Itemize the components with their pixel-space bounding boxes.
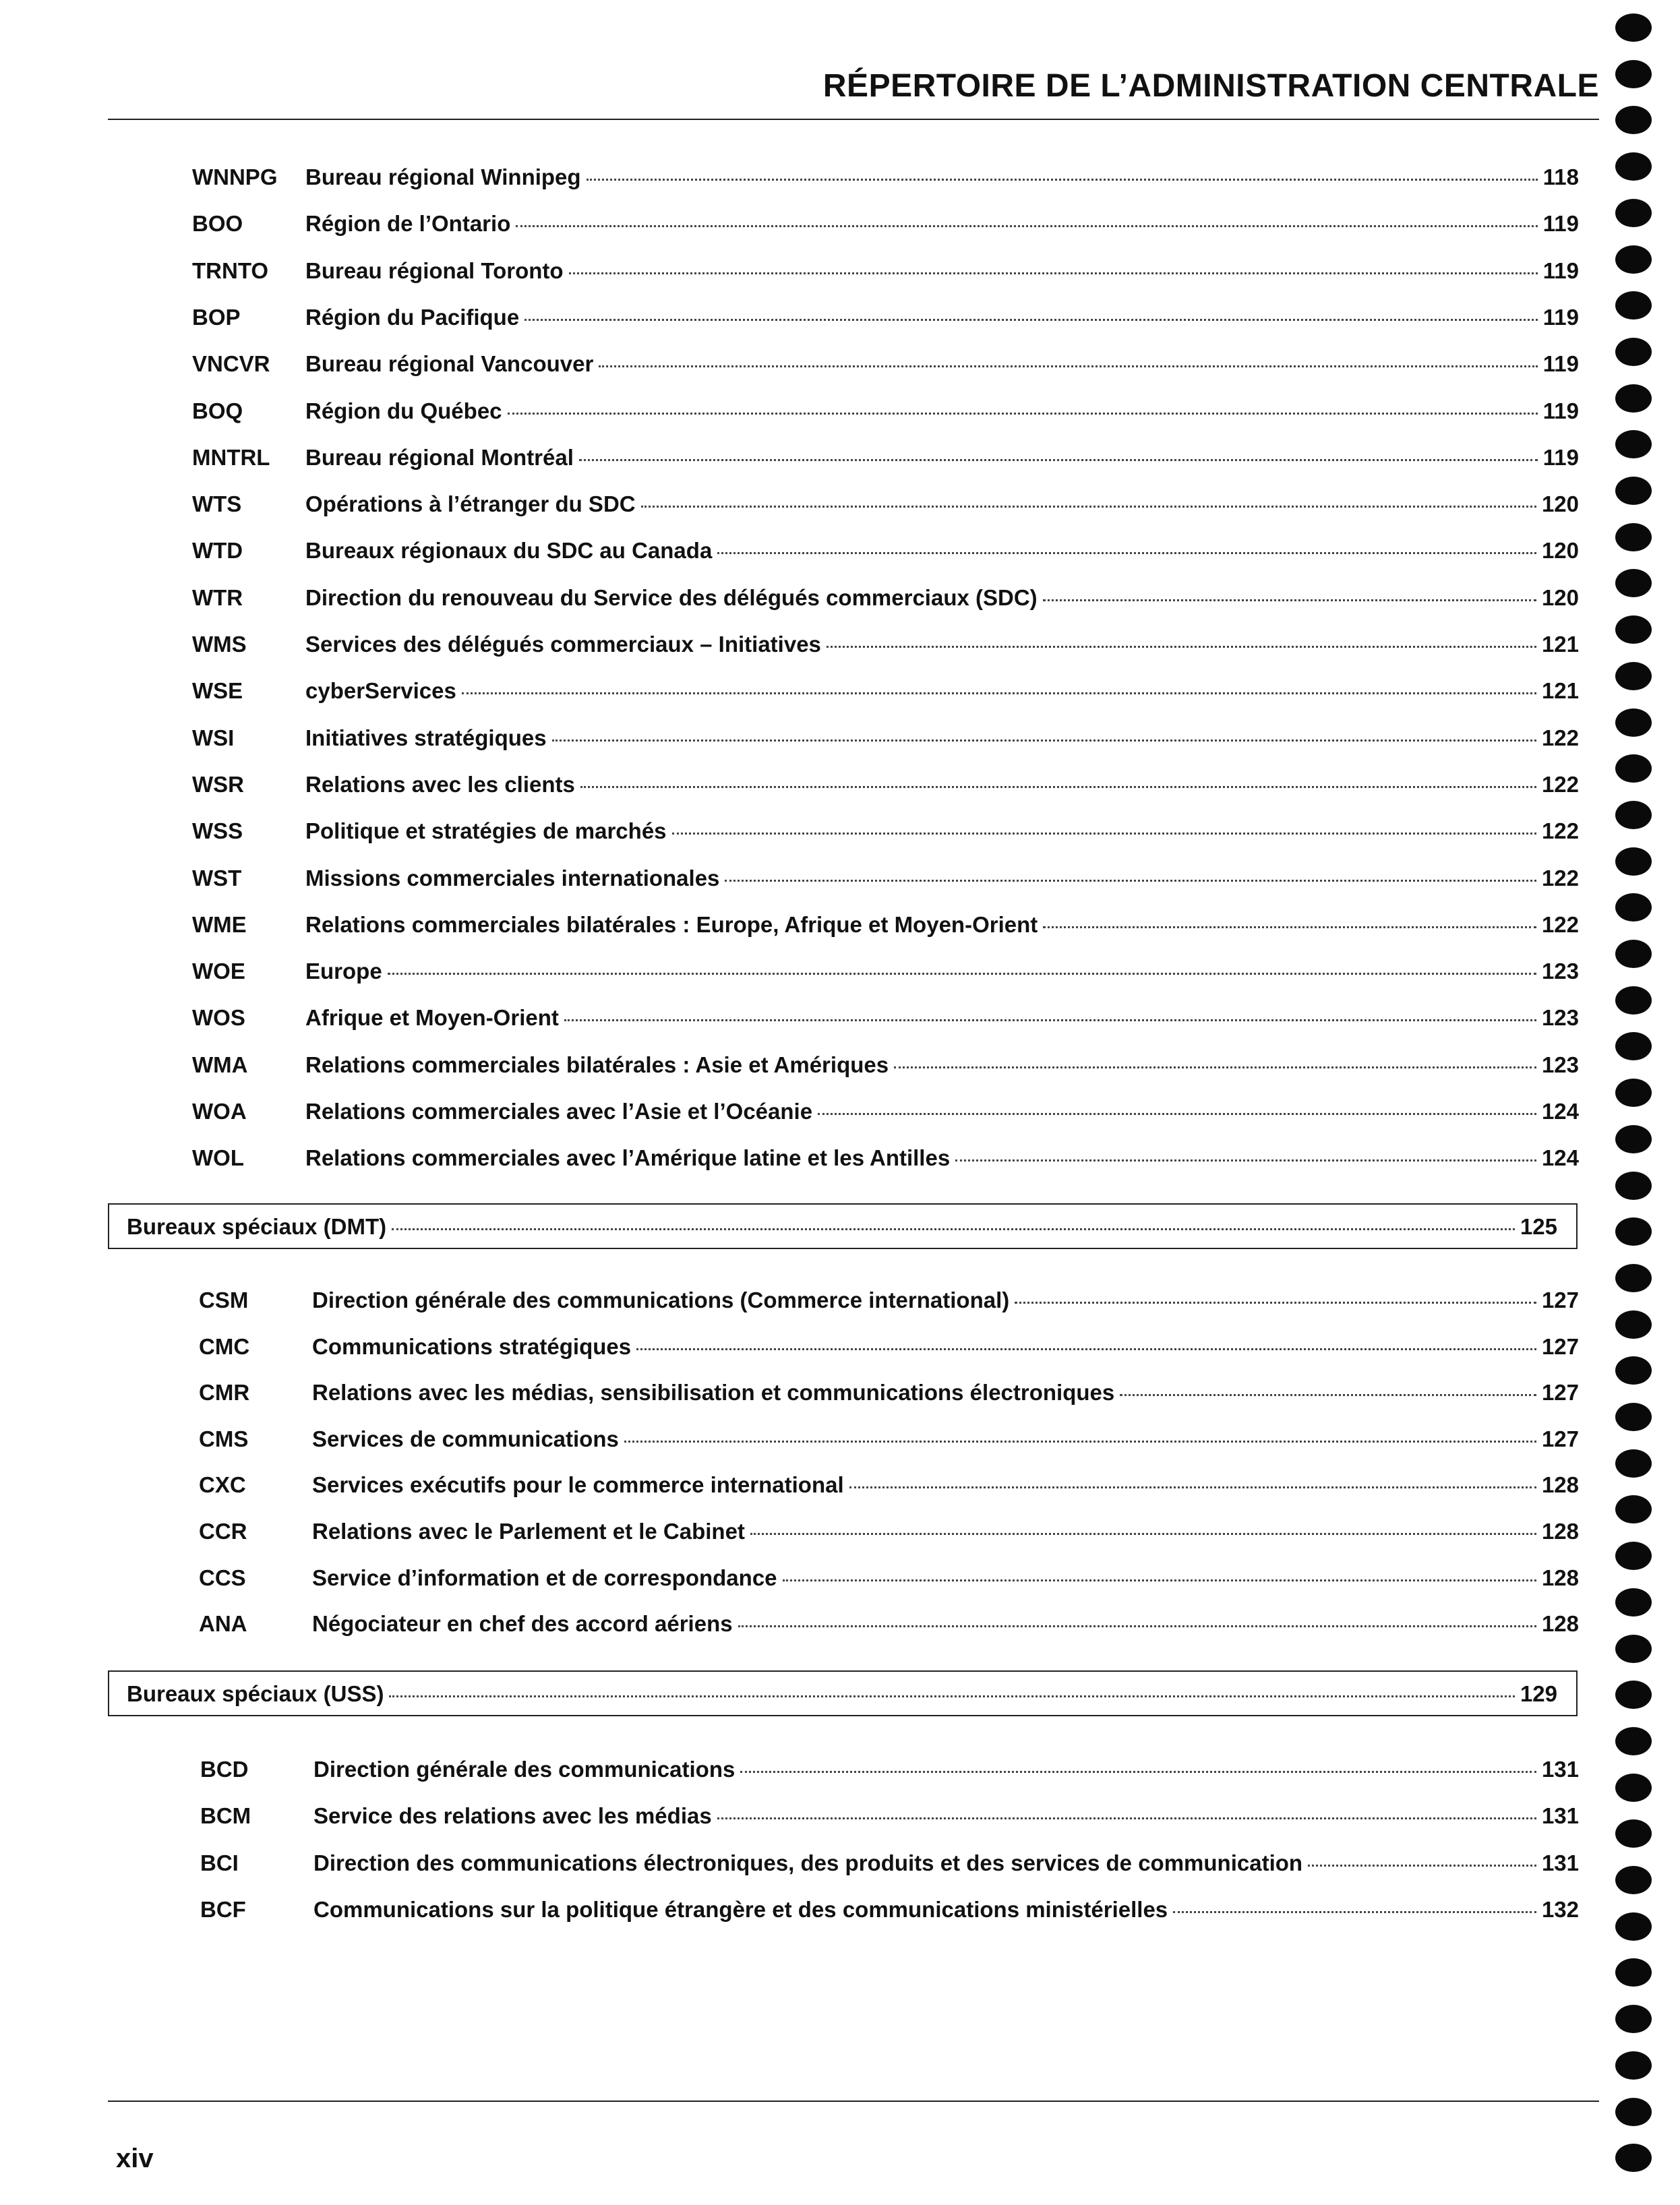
entry-title: Services de communications xyxy=(312,1426,619,1451)
entry-title-wrap xyxy=(305,866,1579,891)
entry-page-number: 123 xyxy=(1541,1005,1579,1031)
entry-title: Relations avec les clients xyxy=(305,771,575,797)
binder-hole xyxy=(1615,1958,1652,1987)
binder-hole xyxy=(1615,106,1652,134)
toc-entry xyxy=(0,1000,1680,1037)
dot-leader xyxy=(564,1019,1536,1021)
entry-page-number: 124 xyxy=(1541,1099,1579,1124)
entry-title: Relations commerciales bilatérales : Europe, Afrique et Moyen-Orient xyxy=(305,911,1038,937)
section-dmt-page: 125 xyxy=(1520,1214,1557,1239)
entry-code: WNNPG xyxy=(192,164,278,189)
entry-page-number: 128 xyxy=(1541,1565,1579,1590)
entry-page-number: 122 xyxy=(1541,818,1579,844)
entry-title-wrap xyxy=(313,1850,1579,1876)
binder-hole xyxy=(1615,1403,1652,1431)
entry-code: CXC xyxy=(199,1472,246,1498)
entry-title-wrap xyxy=(313,1757,1579,1782)
entry-code: CCS xyxy=(199,1565,246,1590)
toc-entry xyxy=(0,253,1680,291)
entry-code: VNCVR xyxy=(192,351,270,377)
entry-page-number: 132 xyxy=(1541,1896,1579,1922)
entry-title-wrap xyxy=(305,912,1579,938)
binder-hole xyxy=(1615,1635,1652,1663)
entry-title: Direction du renouveau du Service des délégués commerciaux (SDC) xyxy=(305,584,1038,610)
toc-entry xyxy=(0,907,1680,944)
binder-hole xyxy=(1615,291,1652,320)
entry-code: BCM xyxy=(200,1803,251,1829)
binder-hole xyxy=(1615,1727,1652,1755)
page-header-title: RÉPERTOIRE DE L’ADMINISTRATION CENTRALE xyxy=(822,68,1599,104)
entry-code: ANA xyxy=(199,1611,247,1637)
entry-page-number: 119 xyxy=(1542,351,1579,377)
entry-page-number: 118 xyxy=(1542,164,1579,189)
entry-code: WTS xyxy=(192,491,242,517)
toc-entry xyxy=(0,346,1680,384)
entry-page-number: 123 xyxy=(1541,959,1579,984)
entry-title: Service des relations avec les médias xyxy=(313,1803,712,1829)
toc-entry xyxy=(0,813,1680,851)
binder-hole xyxy=(1615,2051,1652,2080)
entry-code: WST xyxy=(192,865,242,890)
entry-title: Communications sur la politique étrangère et des communications ministérielles xyxy=(313,1896,1168,1922)
entry-title-wrap xyxy=(312,1611,1579,1637)
binder-hole xyxy=(1615,245,1652,274)
binder-hole xyxy=(1615,1032,1652,1060)
toc-entry xyxy=(0,1140,1680,1178)
toc-entry xyxy=(0,626,1680,664)
binder-hole xyxy=(1615,801,1652,829)
entry-code: WSS xyxy=(192,818,243,844)
entry-title: cyberServices xyxy=(305,678,456,704)
entry-title-wrap xyxy=(312,1380,1579,1406)
entry-title-wrap xyxy=(305,632,1579,657)
entry-title: Région de l’Ontario xyxy=(305,211,511,237)
entry-code: WME xyxy=(192,911,247,937)
entry-title-wrap xyxy=(305,818,1579,844)
toc-entry xyxy=(0,159,1680,197)
page-number: xiv xyxy=(116,2144,154,2173)
toc-entry xyxy=(0,440,1680,477)
toc-entry xyxy=(0,393,1680,431)
section-dmt-title: Bureaux spéciaux (DMT) xyxy=(127,1214,387,1239)
entry-code: BOO xyxy=(192,211,243,237)
entry-title-wrap xyxy=(305,585,1579,611)
toc-entry xyxy=(0,766,1680,804)
entry-title-wrap xyxy=(312,1565,1579,1591)
dot-leader xyxy=(389,1695,1514,1697)
section-heading-dmt xyxy=(108,1203,1578,1249)
toc-entry xyxy=(0,1798,1680,1836)
dot-leader xyxy=(580,786,1536,788)
binder-hole xyxy=(1615,338,1652,366)
entry-code: BCF xyxy=(200,1896,246,1922)
entry-code: WSR xyxy=(192,771,244,797)
toc-entry xyxy=(0,1560,1680,1598)
entry-title: Relations commerciales avec l’Asie et l’Océanie xyxy=(305,1099,813,1124)
dot-leader xyxy=(636,1348,1536,1350)
entry-page-number: 119 xyxy=(1542,258,1579,283)
entry-page-number: 121 xyxy=(1541,632,1579,657)
entry-title-wrap xyxy=(313,1897,1579,1923)
entry-page-number: 122 xyxy=(1541,911,1579,937)
dot-leader xyxy=(827,646,1536,648)
dot-leader xyxy=(783,1579,1536,1581)
dot-leader xyxy=(516,225,1537,227)
footer-rule xyxy=(108,2101,1599,2102)
entry-code: BCD xyxy=(200,1757,249,1782)
entry-title: Relations avec les médias, sensibilisation et communications électroniques xyxy=(312,1380,1115,1406)
binder-hole xyxy=(1615,1217,1652,1246)
toc-entry xyxy=(0,1845,1680,1883)
toc-entry xyxy=(0,533,1680,570)
entry-title: Bureaux régionaux du SDC au Canada xyxy=(305,538,713,564)
entry-page-number: 131 xyxy=(1541,1803,1579,1829)
section-heading-uss xyxy=(108,1670,1578,1716)
entry-page-number: 120 xyxy=(1541,584,1579,610)
entry-code: WOE xyxy=(192,959,245,984)
dot-leader xyxy=(524,319,1538,321)
binder-hole xyxy=(1615,1774,1652,1802)
dot-leader xyxy=(1120,1394,1536,1396)
toc-entry xyxy=(0,1047,1680,1085)
binder-hole xyxy=(1615,1681,1652,1709)
entry-code: WOA xyxy=(192,1099,247,1124)
entry-page-number: 122 xyxy=(1541,865,1579,890)
section-uss-title: Bureaux spéciaux (USS) xyxy=(127,1681,384,1706)
dot-leader xyxy=(849,1486,1536,1488)
entry-title: Europe xyxy=(305,959,382,984)
entry-title: Région du Québec xyxy=(305,398,502,423)
entry-page-number: 127 xyxy=(1541,1333,1579,1359)
entry-code: WMA xyxy=(192,1052,248,1077)
entry-code: BOP xyxy=(192,304,241,330)
entry-page-number: 119 xyxy=(1542,444,1579,470)
binder-hole xyxy=(1615,1912,1652,1941)
entry-code: CCR xyxy=(199,1519,247,1544)
toc-entry xyxy=(0,1093,1680,1131)
binder-hole xyxy=(1615,199,1652,227)
entry-title-wrap xyxy=(305,772,1579,797)
toc-entry xyxy=(0,299,1680,337)
dot-leader xyxy=(818,1113,1536,1115)
entry-title-wrap xyxy=(305,725,1579,751)
entry-title: Service d’information et de correspondance xyxy=(312,1565,777,1590)
dot-leader xyxy=(738,1625,1536,1627)
dot-leader xyxy=(462,692,1536,694)
entry-title: Négociateur en chef des accord aériens xyxy=(312,1611,733,1637)
entry-code: CSM xyxy=(199,1288,249,1312)
entry-title-wrap xyxy=(312,1334,1579,1360)
entry-code: WTR xyxy=(192,584,243,610)
dot-leader xyxy=(624,1441,1536,1443)
toc-entry xyxy=(0,1329,1680,1366)
dot-leader xyxy=(587,179,1538,181)
toc-entry xyxy=(0,1513,1680,1551)
toc-entry xyxy=(0,206,1680,243)
entry-title-wrap xyxy=(305,491,1579,517)
binder-hole xyxy=(1615,1356,1652,1385)
entry-title: Bureau régional Toronto xyxy=(305,258,564,283)
entry-title: Missions commerciales internationales xyxy=(305,865,720,890)
entry-page-number: 127 xyxy=(1541,1380,1579,1406)
entry-title: Relations commerciales bilatérales : Asie et Amériques xyxy=(305,1052,889,1077)
entry-page-number: 119 xyxy=(1542,398,1579,423)
dot-leader xyxy=(1173,1911,1536,1913)
entry-title-wrap xyxy=(305,164,1579,190)
entry-page-number: 127 xyxy=(1541,1426,1579,1451)
toc-entry xyxy=(0,860,1680,898)
dot-leader xyxy=(599,365,1537,367)
binder-hole xyxy=(1615,847,1652,876)
entry-title: Bureau régional Vancouver xyxy=(305,351,594,377)
entry-page-number: 131 xyxy=(1541,1757,1579,1782)
binder-hole xyxy=(1615,2098,1652,2126)
dot-leader xyxy=(1043,926,1536,928)
binder-hole xyxy=(1615,1542,1652,1570)
toc-entry xyxy=(0,953,1680,991)
entry-title: Direction générale des communications xyxy=(313,1757,736,1782)
entry-code: WOS xyxy=(192,1005,245,1031)
binder-hole xyxy=(1615,893,1652,922)
binder-hole xyxy=(1615,1079,1652,1107)
entry-title: Région du Pacifique xyxy=(305,304,520,330)
binder-hole xyxy=(1615,1310,1652,1339)
toc-entry xyxy=(0,486,1680,524)
entry-code: BOQ xyxy=(192,398,243,423)
entry-title: Initiatives stratégiques xyxy=(305,725,547,750)
entry-title-wrap xyxy=(305,211,1579,237)
entry-page-number: 120 xyxy=(1541,491,1579,517)
entry-page-number: 128 xyxy=(1541,1519,1579,1544)
binder-hole xyxy=(1615,1588,1652,1617)
binder-hole xyxy=(1615,2005,1652,2033)
entry-title: Opérations à l’étranger du SDC xyxy=(305,491,636,517)
dot-leader xyxy=(894,1066,1536,1068)
entry-title-wrap xyxy=(305,305,1579,330)
dot-leader xyxy=(388,973,1536,975)
toc-entry xyxy=(0,580,1680,617)
entry-title: Relations commerciales avec l’Amérique latine et les Antilles xyxy=(305,1145,951,1171)
entry-code: MNTRL xyxy=(192,444,270,470)
entry-page-number: 128 xyxy=(1541,1611,1579,1637)
section-uss-page: 129 xyxy=(1520,1681,1557,1706)
toc-entry xyxy=(0,1606,1680,1643)
entry-title: Politique et stratégies de marchés xyxy=(305,818,667,844)
binder-hole xyxy=(1615,754,1652,783)
entry-page-number: 122 xyxy=(1541,725,1579,750)
dot-leader xyxy=(750,1533,1536,1535)
binder-hole xyxy=(1615,152,1652,181)
binder-hole xyxy=(1615,708,1652,737)
binder-hole xyxy=(1615,569,1652,597)
binder-hole xyxy=(1615,1819,1652,1848)
binder-hole xyxy=(1615,1264,1652,1292)
entry-code: CMS xyxy=(199,1426,249,1451)
dot-leader xyxy=(552,739,1536,742)
binder-hole xyxy=(1615,615,1652,644)
dot-leader xyxy=(955,1159,1536,1161)
binder-hole xyxy=(1615,1449,1652,1478)
dot-leader xyxy=(579,459,1538,461)
entry-code: BCI xyxy=(200,1850,239,1875)
toc-entry xyxy=(0,1892,1680,1929)
binder-hole xyxy=(1615,430,1652,458)
dot-leader xyxy=(717,1817,1536,1819)
entry-code: WOL xyxy=(192,1145,244,1171)
entry-title-wrap xyxy=(305,959,1579,984)
entry-page-number: 122 xyxy=(1541,771,1579,797)
entry-page-number: 123 xyxy=(1541,1052,1579,1077)
entry-code: CMC xyxy=(199,1333,250,1359)
toc-entry xyxy=(0,1467,1680,1505)
entry-page-number: 128 xyxy=(1541,1472,1579,1498)
entry-title: Direction des communications électroniques, des produits et des services de communication xyxy=(313,1850,1303,1875)
entry-title: Bureau régional Montréal xyxy=(305,444,574,470)
dot-leader xyxy=(672,833,1536,835)
entry-title-wrap xyxy=(305,398,1579,424)
toc-entry xyxy=(0,1751,1680,1789)
entry-title-wrap xyxy=(305,1005,1579,1031)
entry-title-wrap xyxy=(312,1472,1579,1498)
binder-holes xyxy=(1615,13,1653,2198)
entry-title: Bureau régional Winnipeg xyxy=(305,164,581,189)
entry-page-number: 127 xyxy=(1541,1288,1579,1312)
dot-leader xyxy=(392,1228,1515,1230)
entry-title-wrap xyxy=(305,445,1579,471)
binder-hole xyxy=(1615,60,1652,88)
entry-title-wrap xyxy=(312,1426,1579,1452)
entry-title: Direction générale des communications (Commerce international) xyxy=(312,1288,1010,1312)
entry-page-number: 120 xyxy=(1541,538,1579,564)
entry-title: Communications stratégiques xyxy=(312,1333,632,1359)
binder-hole xyxy=(1615,662,1652,690)
dot-leader xyxy=(1308,1865,1536,1867)
section-dmt-title-wrap xyxy=(127,1214,1557,1240)
header-rule xyxy=(108,119,1599,120)
entry-title: Services des délégués commerciaux – Initiatives xyxy=(305,632,821,657)
entry-code: WSE xyxy=(192,678,243,704)
entry-title-wrap xyxy=(305,351,1579,377)
dot-leader xyxy=(717,552,1536,554)
entry-title: Relations avec le Parlement et le Cabinet xyxy=(312,1519,745,1544)
dot-leader xyxy=(508,413,1538,415)
section-uss-title-wrap xyxy=(127,1681,1557,1707)
binder-hole xyxy=(1615,384,1652,413)
entry-title-wrap xyxy=(313,1803,1579,1829)
entry-title-wrap xyxy=(312,1519,1579,1544)
entry-title: Services exécutifs pour le commerce international xyxy=(312,1472,844,1498)
binder-hole xyxy=(1615,477,1652,505)
binder-hole xyxy=(1615,13,1652,42)
binder-hole xyxy=(1615,1172,1652,1200)
entry-code: CMR xyxy=(199,1380,250,1406)
dot-leader xyxy=(725,880,1536,882)
binder-hole xyxy=(1615,986,1652,1015)
entry-page-number: 124 xyxy=(1541,1145,1579,1171)
entry-page-number: 119 xyxy=(1542,304,1579,330)
binder-hole xyxy=(1615,523,1652,551)
entry-code: TRNTO xyxy=(192,258,269,283)
entry-page-number: 121 xyxy=(1541,678,1579,704)
entry-title: Afrique et Moyen-Orient xyxy=(305,1005,559,1031)
entry-title-wrap xyxy=(305,258,1579,284)
dot-leader xyxy=(740,1771,1536,1773)
entry-page-number: 131 xyxy=(1541,1850,1579,1875)
entry-title-wrap xyxy=(305,1099,1579,1124)
entry-title-wrap xyxy=(312,1288,1579,1313)
binder-hole xyxy=(1615,1495,1652,1523)
dot-leader xyxy=(1043,599,1536,601)
entry-title-wrap xyxy=(305,678,1579,704)
binder-hole xyxy=(1615,1866,1652,1894)
toc-entry xyxy=(0,1421,1680,1459)
binder-hole xyxy=(1615,1125,1652,1153)
dot-leader xyxy=(569,272,1538,274)
entry-code: WTD xyxy=(192,538,243,564)
entry-title-wrap xyxy=(305,1145,1579,1171)
entry-title-wrap xyxy=(305,538,1579,564)
toc-entry xyxy=(0,1282,1680,1320)
entry-title-wrap xyxy=(305,1052,1579,1078)
entry-page-number: 119 xyxy=(1542,211,1579,237)
toc-entry xyxy=(0,720,1680,758)
binder-hole xyxy=(1615,940,1652,968)
entry-code: WMS xyxy=(192,632,247,657)
toc-entry xyxy=(0,673,1680,711)
toc-entry xyxy=(0,1375,1680,1412)
binder-hole xyxy=(1615,2144,1652,2172)
entry-code: WSI xyxy=(192,725,235,750)
dot-leader xyxy=(1015,1302,1536,1304)
dot-leader xyxy=(641,506,1536,508)
